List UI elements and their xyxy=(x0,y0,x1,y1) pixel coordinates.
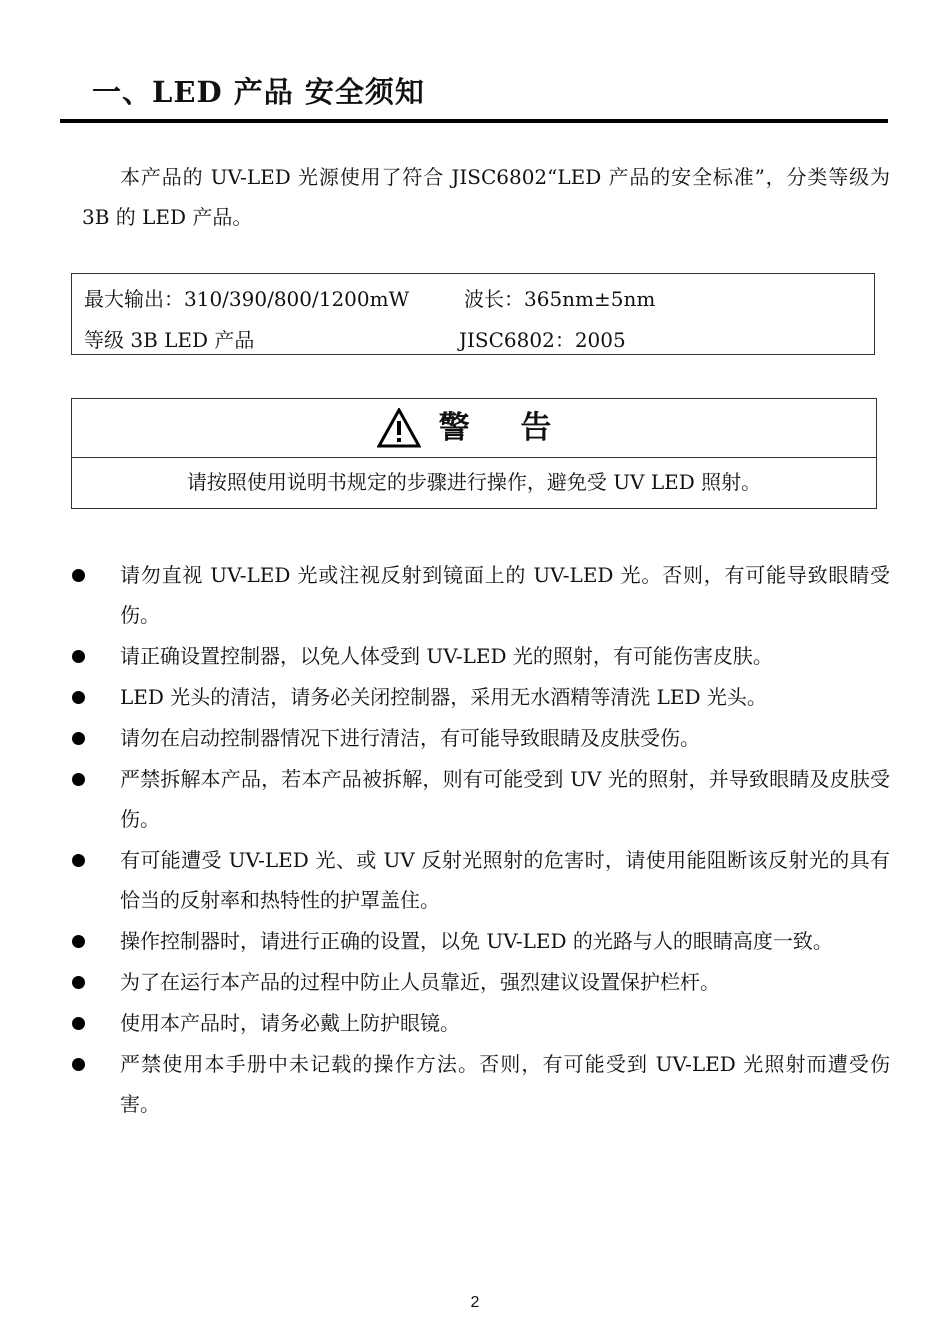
list-item xyxy=(70,677,890,717)
list-item xyxy=(70,962,890,1002)
bullet-icon xyxy=(72,691,85,704)
list-item xyxy=(70,555,890,635)
rule-text: 有可能遭受 UV-LED 光、或 UV 反射光照射的危害时，请使用能阻断该反射光的具有恰当的反射率和热特性的护罩盖住。 xyxy=(120,848,890,912)
max-output-label: 最大输出：310/390/800/1200mW xyxy=(84,287,410,311)
bullet-icon xyxy=(72,935,85,948)
safety-rules-list xyxy=(70,555,890,1125)
spec-row-output xyxy=(84,284,656,314)
title-divider xyxy=(60,119,888,123)
warning-triangle-icon xyxy=(377,408,421,448)
list-item xyxy=(70,1044,890,1124)
rule-text: 操作控制器时，请进行正确的设置，以免 UV-LED 的光路与人的眼睛高度一致。 xyxy=(120,929,833,953)
list-item xyxy=(70,636,890,676)
list-item xyxy=(70,921,890,961)
bullet-icon xyxy=(72,773,85,786)
list-item xyxy=(70,759,890,839)
bullet-icon xyxy=(72,1017,85,1030)
bullet-icon xyxy=(72,650,85,663)
rule-text: 请勿在启动控制器情况下进行清洁，有可能导致眼睛及皮肤受伤。 xyxy=(120,726,700,750)
bullet-icon xyxy=(72,854,85,867)
rule-text: 请勿直视 UV-LED 光或注视反射到镜面上的 UV-LED 光。否则，有可能导致眼睛受伤。 xyxy=(120,563,890,627)
rule-text: 使用本产品时，请务必戴上防护眼镜。 xyxy=(120,1011,460,1035)
spec-box xyxy=(71,273,875,355)
page-number: 2 xyxy=(470,1294,480,1311)
rule-text: 为了在运行本产品的过程中防止人员靠近，强烈建议设置保护栏杆。 xyxy=(120,970,720,994)
standard-label: JISC6802：2005 xyxy=(459,328,626,352)
warning-text: 请按照使用说明书规定的步骤进行操作，避免受 UV LED 照射。 xyxy=(186,470,762,494)
section-title: 一、LED 产品 安全须知 xyxy=(92,75,425,109)
wavelength-label: 波长：365nm±5nm xyxy=(464,287,656,311)
rule-text: 严禁拆解本产品，若本产品被拆解，则有可能受到 UV 光的照射，并导致眼睛及皮肤受伤。 xyxy=(120,767,890,831)
intro-paragraph: 本产品的 UV-LED 光源使用了符合 JISC6802“LED 产品的安全标准”，分类等级为 3B 的 LED 产品。 xyxy=(82,165,890,229)
bullet-icon xyxy=(72,569,85,582)
rule-text: 严禁使用本手册中未记载的操作方法。否则，有可能受到 UV-LED 光照射而遭受伤害。 xyxy=(120,1052,890,1116)
list-item xyxy=(70,1003,890,1043)
list-item xyxy=(70,840,890,920)
bullet-icon xyxy=(72,1058,85,1071)
rule-text: 请正确设置控制器，以免人体受到 UV-LED 光的照射，有可能伤害皮肤。 xyxy=(120,644,773,668)
warning-title: 警 告 xyxy=(438,410,572,446)
spec-row-class xyxy=(84,325,626,355)
list-item xyxy=(70,718,890,758)
bullet-icon xyxy=(72,732,85,745)
rule-text: LED 光头的清洁，请务必关闭控制器，采用无水酒精等清洗 LED 光头。 xyxy=(120,685,767,709)
class-label: 等级 3B LED 产品 xyxy=(84,328,255,352)
warning-box xyxy=(71,398,877,509)
warning-header xyxy=(72,399,876,458)
bullet-icon xyxy=(72,976,85,989)
